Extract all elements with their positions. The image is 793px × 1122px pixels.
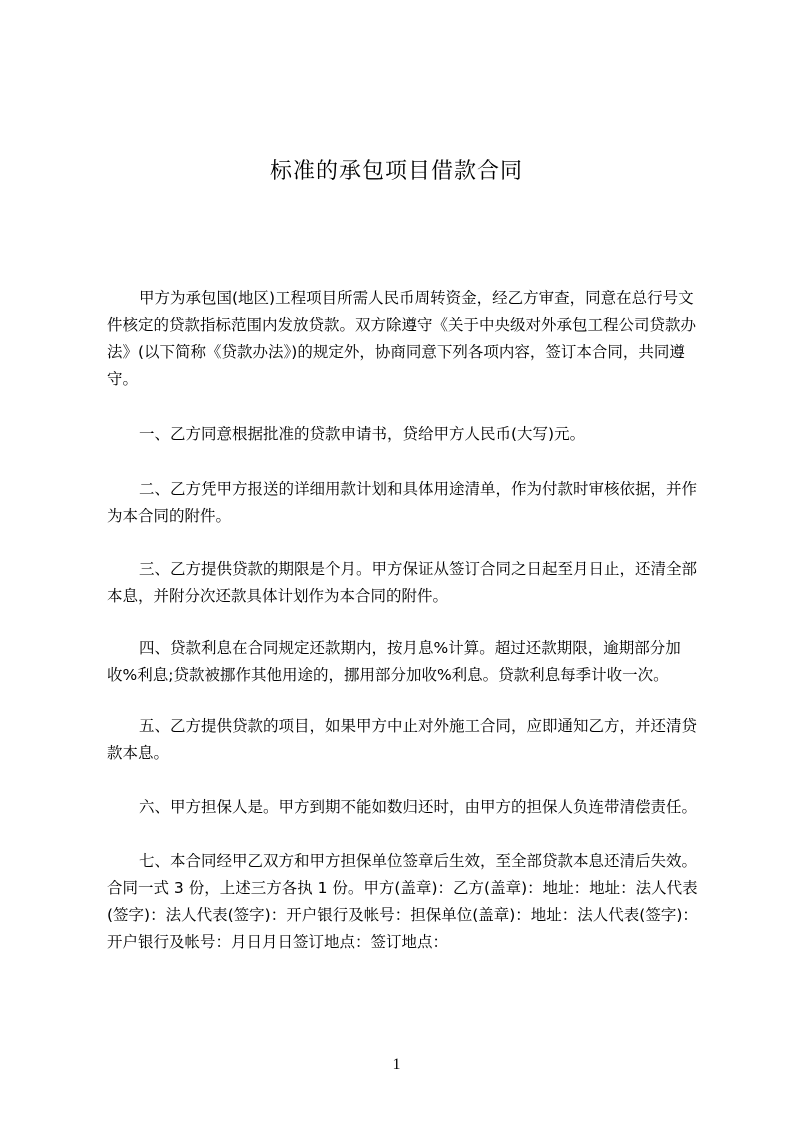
intro-paragraph: 甲方为承包国(地区)工程项目所需人民币周转资金，经乙方审查，同意在总行号文件核定的贷款指标范围内发放贷款。双方除遵守《关于中央级对外承包工程公司贷款办法》(以下简称《贷款办法》)的规定外，协商同意下列各项内容，签订本合同，共同遵守。: [107, 289, 697, 388]
clause-7-paragraph: 七、本合同经甲乙双方和甲方担保单位签章后生效，至全部贷款本息还清后失效。合同一式 3 份，上述三方各执 1 份。甲方(盖章)：乙方(盖章)：地址：地址：法人代表(签字)：法人代表(签字)：开户银行及帐号：担保单位(盖章)：地址：法人代表(签字)：开户银行及帐号：月日月日签订地点：签订地点：: [107, 852, 698, 951]
clause-5-paragraph: 五、乙方提供贷款的项目，如果甲方中止对外施工合同，应即通知乙方，并还清贷款本息。: [107, 717, 698, 762]
clause-4-paragraph: 四、贷款利息在合同规定还款期内，按月息%计算。超过还款期限，逾期部分加收%利息;贷款被挪作其他用途的，挪用部分加收%利息。贷款利息每季计收一次。: [107, 639, 681, 684]
clause-1-paragraph: 一、乙方同意根据批准的贷款申请书，贷给甲方人民币(大写)元。: [139, 425, 586, 443]
clause-6-paragraph: 六、甲方担保人是。甲方到期不能如数归还时，由甲方的担保人负连带清偿责任。: [139, 798, 698, 816]
page-number: 1: [392, 1056, 401, 1073]
clause-2-paragraph: 二、乙方凭甲方报送的详细用款计划和具体用途清单，作为付款时审核依据，并作为本合同的附件。: [107, 480, 698, 525]
page-title: 标准的承包项目借款合同: [269, 158, 523, 184]
clause-3-paragraph: 三、乙方提供贷款的期限是个月。甲方保证从签订合同之日起至月日止，还清全部本息，并附分次还款具体计划作为本合同的附件。: [107, 560, 698, 605]
